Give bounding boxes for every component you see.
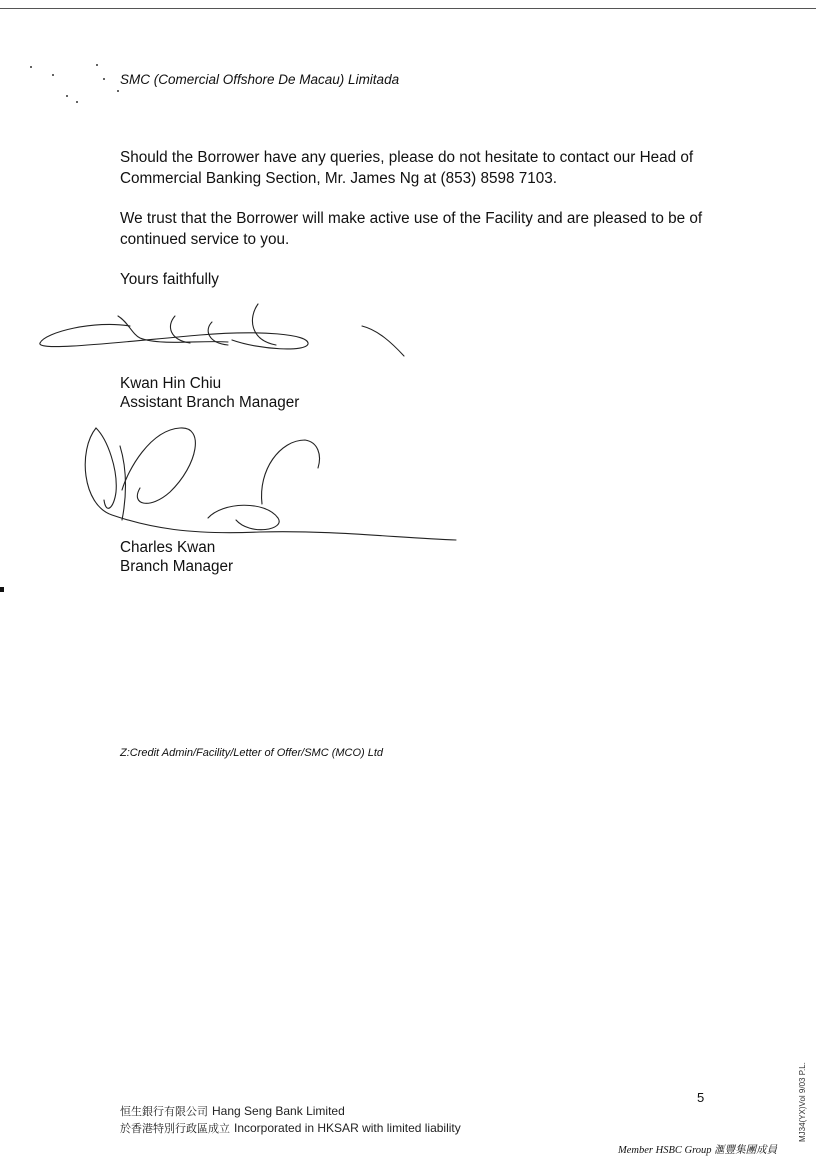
page-number: 5 bbox=[697, 1090, 705, 1105]
scan-edge-mark bbox=[0, 587, 4, 592]
queries-line-2: Commercial Banking Section, Mr. James Ng at (853) 8598 7103. bbox=[120, 170, 558, 187]
queries-line-1: Should the Borrower have any queries, please do not hesitate to contact our Head of bbox=[120, 149, 694, 166]
signatory-1-title: Assistant Branch Manager bbox=[120, 394, 300, 411]
bank-name: Hang Seng Bank Limited bbox=[212, 1104, 345, 1118]
form-code: MJ34(YX)Vol 9/03 P.L. bbox=[798, 1062, 807, 1142]
bank-name-cjk: 恒生銀行有限公司 bbox=[120, 1106, 208, 1118]
trust-line-1: We trust that the Borrower will make active use of the Facility and are pleased to be of bbox=[120, 210, 703, 227]
trust-paragraph bbox=[120, 208, 720, 250]
signatory-2-title: Branch Manager bbox=[120, 558, 234, 575]
incorporation-cjk: 於香港特別行政區成立 bbox=[120, 1123, 230, 1135]
bank-footer bbox=[120, 1103, 461, 1137]
top-rule bbox=[0, 8, 816, 9]
trust-line-2: continued service to you. bbox=[120, 231, 290, 248]
signatory-2-name: Charles Kwan bbox=[120, 539, 216, 556]
bank-name-row bbox=[120, 1103, 461, 1120]
signatory-1-name: Kwan Hin Chiu bbox=[120, 375, 222, 392]
member-hsbc-group: Member HSBC Group 滙豐集團成員 bbox=[618, 1145, 778, 1156]
queries-paragraph bbox=[120, 147, 720, 189]
file-reference: Z:Credit Admin/Facility/Letter of Offer/SMC (MCO) Ltd bbox=[120, 747, 384, 759]
addressee-company: SMC (Comercial Offshore De Macau) Limitada bbox=[120, 72, 400, 87]
incorporation-row bbox=[120, 1120, 461, 1137]
incorporation-text: Incorporated in HKSAR with limited liability bbox=[234, 1121, 461, 1135]
closing-line: Yours faithfully bbox=[120, 271, 219, 288]
